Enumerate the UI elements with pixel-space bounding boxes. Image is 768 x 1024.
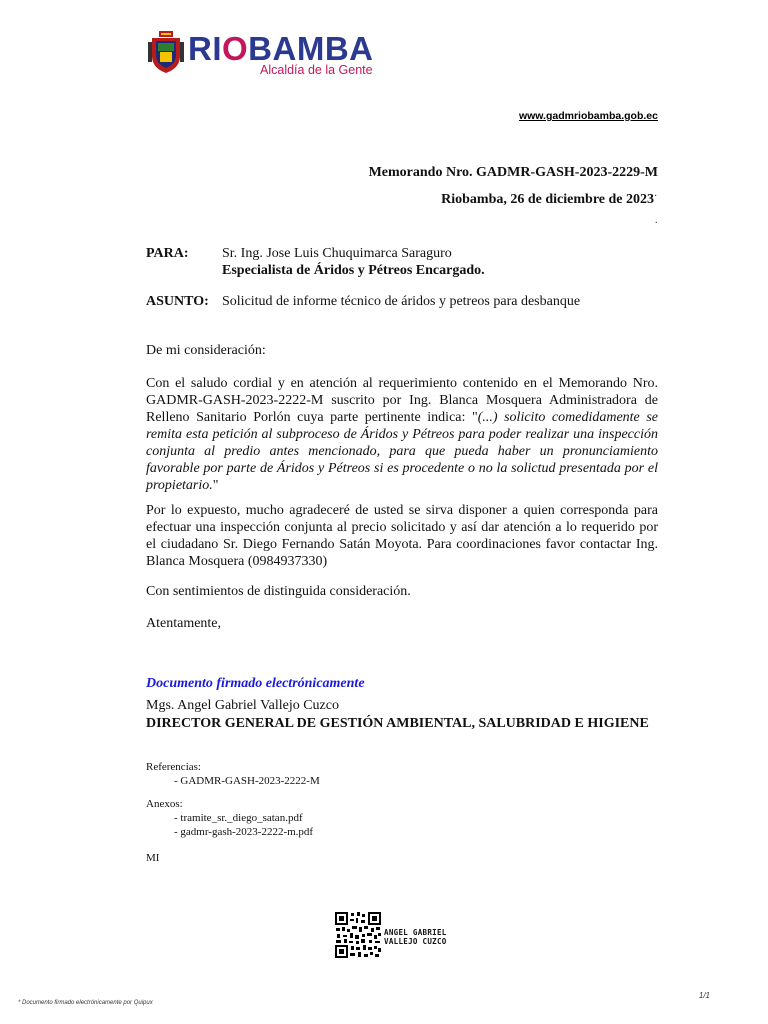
recipient-name: Sr. Ing. Jose Luis Chuquimarca Saraguro	[222, 246, 452, 261]
subject-block	[146, 293, 658, 310]
closing-line: Con sentimientos de distinguida consideración.	[146, 584, 411, 599]
website-link[interactable]: www.gadmriobamba.gob.ec	[518, 110, 658, 122]
sign-off: Atentamente,	[146, 616, 222, 631]
signature-qr-code-icon	[334, 911, 382, 959]
body-paragraph-2: Por lo expuesto, mucho agradeceré de usted se sirva disponer a quien corresponda para efectuar una inspección conjunta al precio solicitado y así dar atención a lo requerido por el ciudadano Sr. Diego Fernando Satán Moyota. Para coordinaciones favor contactar Ing. Blanca Mosquera (0984937330)	[146, 503, 658, 569]
signer-name: Mgs. Angel Gabriel Vallejo Cuzco	[146, 698, 339, 713]
qr-signer-name: ANGEL GABRIEL VALLEJO CUZCO	[384, 928, 447, 946]
para-label: PARA:	[146, 246, 189, 261]
brand-tagline: Alcaldía de la Gente	[260, 63, 373, 77]
brand-wordmark: RIOBAMBA	[188, 30, 374, 67]
memo-number: Memorando Nro. GADMR-GASH-2023-2229-M	[368, 165, 658, 180]
electronic-signature-note: Documento firmado electrónicamente	[146, 676, 365, 691]
annex-item[interactable]: - gadmr-gash-2023-2222-m.pdf	[174, 826, 314, 838]
subject-label: ASUNTO:	[146, 294, 209, 309]
memo-date: Riobamba, 26 de diciembre de 2023	[441, 192, 654, 207]
annex-item[interactable]: - tramite_sr._diego_satan.pdf	[174, 812, 303, 824]
footer-note: * Documento firmado electrónicamente por Quipux	[18, 1000, 153, 1006]
coat-of-arms-icon	[148, 30, 184, 74]
page-number: 1/1	[698, 991, 710, 1000]
para-block	[146, 245, 658, 279]
references-block	[146, 760, 320, 788]
subject-text: Solicitud de informe técnico de áridos y petreos para desbanque	[222, 294, 581, 309]
marker-dot: ·	[654, 191, 658, 202]
signer-title: DIRECTOR GENERAL DE GESTIÓN AMBIENTAL, SALUBRIDAD E HIGIENE	[146, 716, 649, 731]
marker-dot: .	[655, 215, 658, 226]
reference-item: - GADMR-GASH-2023-2222-M	[174, 775, 320, 787]
body-paragraph-1: Con el saludo cordial y en atención al requerimiento contenido en el Memorando Nro. GADMR-GASH-2023-2222-M suscrito por Ing. Blanca Mosquera Administradora de Relleno Sanitario Porlón cuya parte pertinente indica: "(...) solicito comedidamente se remita esta petición al subproceso de Áridos y Pétreos para poder realizar una inspección conjunta al predio antes mencionado, para que pueda haber un pronunciamiento favorable por parte de Áridos y Pétreos si es procedente o no la solictud presentada por el propietario."	[146, 376, 659, 493]
quoted-request: (...) solicito comedidamente se remita esta petición al subproceso de Áridos y Pétreos para poder realizar una inspección conjunta al predio antes mencionado, para que pueda haber un pronunciamiento favorable por parte de Áridos y Pétreos si es procedente o no la solictud presentada por el propietario.	[146, 410, 659, 493]
annexes-block	[146, 797, 313, 839]
references-label: Referencias:	[146, 761, 201, 773]
greeting: De mi consideración:	[146, 343, 266, 358]
initials: MI	[146, 852, 160, 864]
municipality-logo	[148, 30, 388, 78]
annexes-label: Anexos:	[146, 798, 183, 810]
recipient-role: Especialista de Áridos y Pétreos Encargado.	[222, 263, 485, 278]
